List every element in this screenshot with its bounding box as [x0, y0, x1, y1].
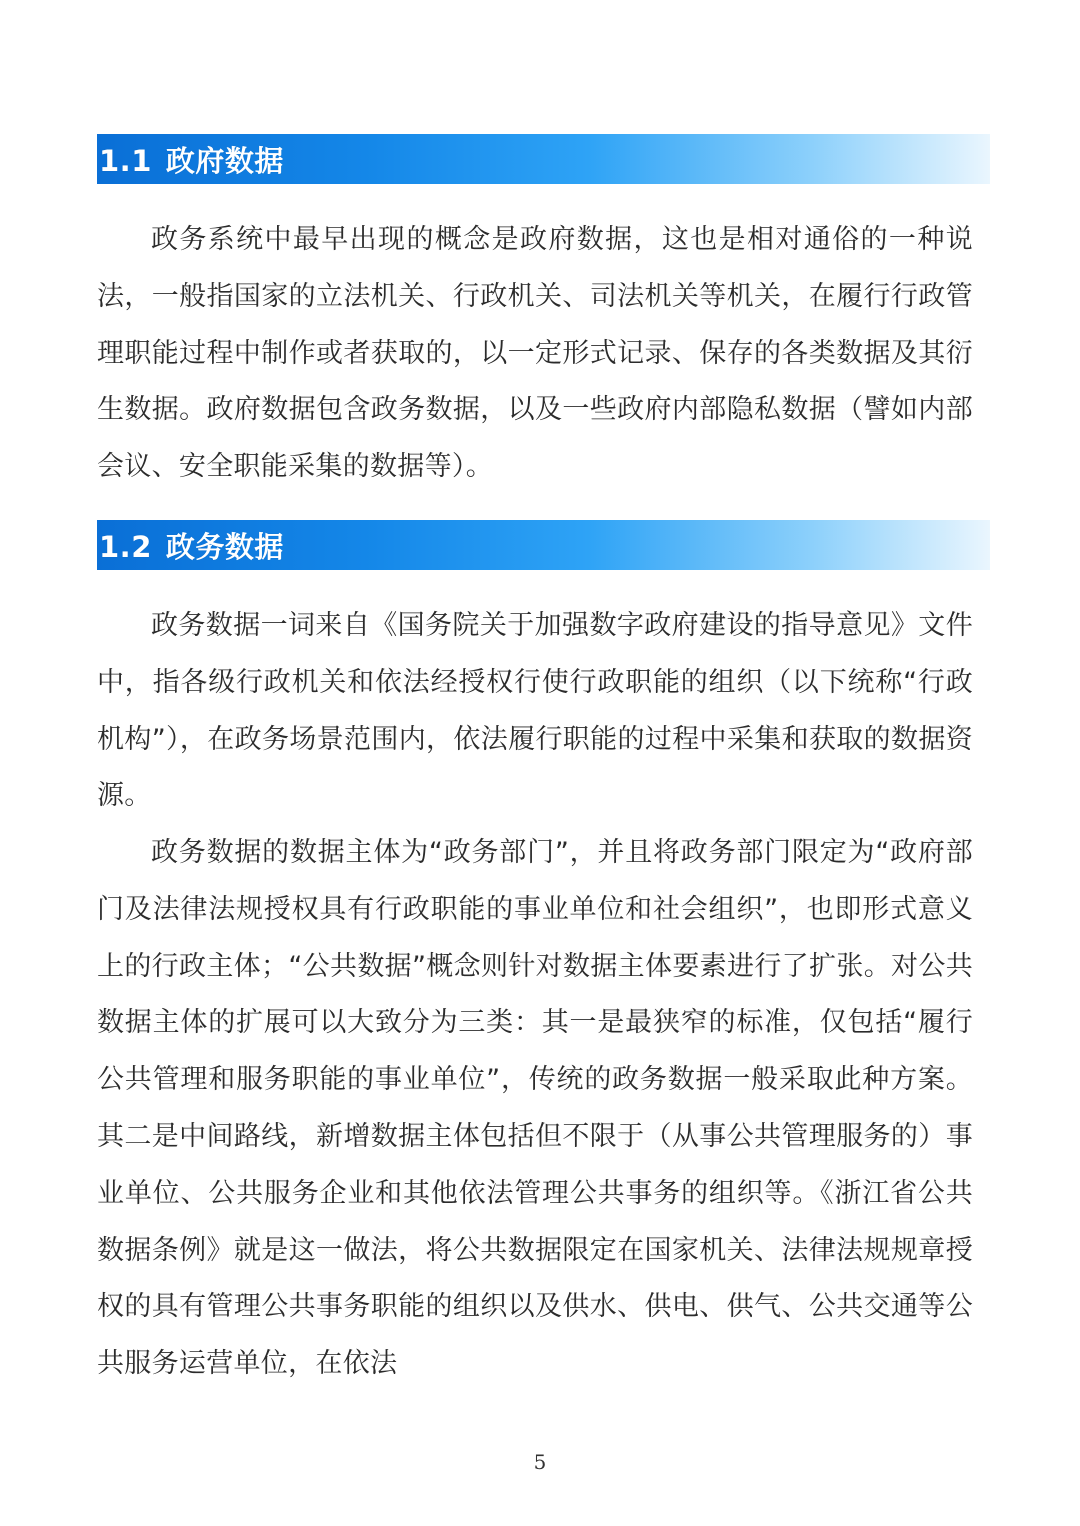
section-title-text: 政务数据: [165, 529, 284, 564]
paragraph-gov-affairs-data-subject: 政务数据的数据主体为“政务部门”，并且将政务部门限定为“政府部门及法律法规授权具有行政职能的事业单位和社会组织”，也即形式意义上的行政主体；“公共数据”概念则针对数据主体要素进行了扩张。对公共数据主体的扩展可以大致分为三类：其一是最狭窄的标准，仅包括“履行公共管理和服务职能的事业单位”，传统的政务数据一般采取此种方案。其二是中间路线，新增数据主体包括但不限于（从事公共管理服务的）事业单位、公共服务企业和其他依法管理公共事务的组织等。《浙江省公共数据条例》就是这一做法，将公共数据限定在国家机关、法律法规规章授权的具有管理公共事务职能的组织以及供水、供电、供气、公共交通等公共服务运营单位，在依法: [97, 837, 973, 1380]
paragraph-gov-affairs-data-definition: 政务数据一词来自《国务院关于加强数字政府建设的指导意见》文件中，指各级行政机关和依法经授权行使行政职能的组织（以下统称“行政机构”），在政务场景范围内，依法履行职能的过程中采集和获取的数据资源。: [97, 610, 973, 812]
page-number: 5: [533, 1450, 547, 1474]
section-number: 1.1: [99, 143, 152, 178]
paragraph-government-data: 政务系统中最早出现的概念是政府数据，这也是相对通俗的一种说法，一般指国家的立法机关、行政机关、司法机关等机关，在履行行政管理职能过程中制作或者获取的，以一定形式记录、保存的各类数据及其衍生数据。政府数据包含政务数据，以及一些政府内部隐私数据（譬如内部会议、安全职能采集的数据等）。: [97, 224, 973, 483]
section-number: 1.2: [99, 529, 152, 564]
section-header-1-2: [97, 520, 990, 570]
section-title-text: 政府数据: [165, 143, 284, 178]
section-title: [97, 139, 284, 180]
section-title: [97, 525, 284, 566]
section-header-1-1: [97, 134, 990, 184]
